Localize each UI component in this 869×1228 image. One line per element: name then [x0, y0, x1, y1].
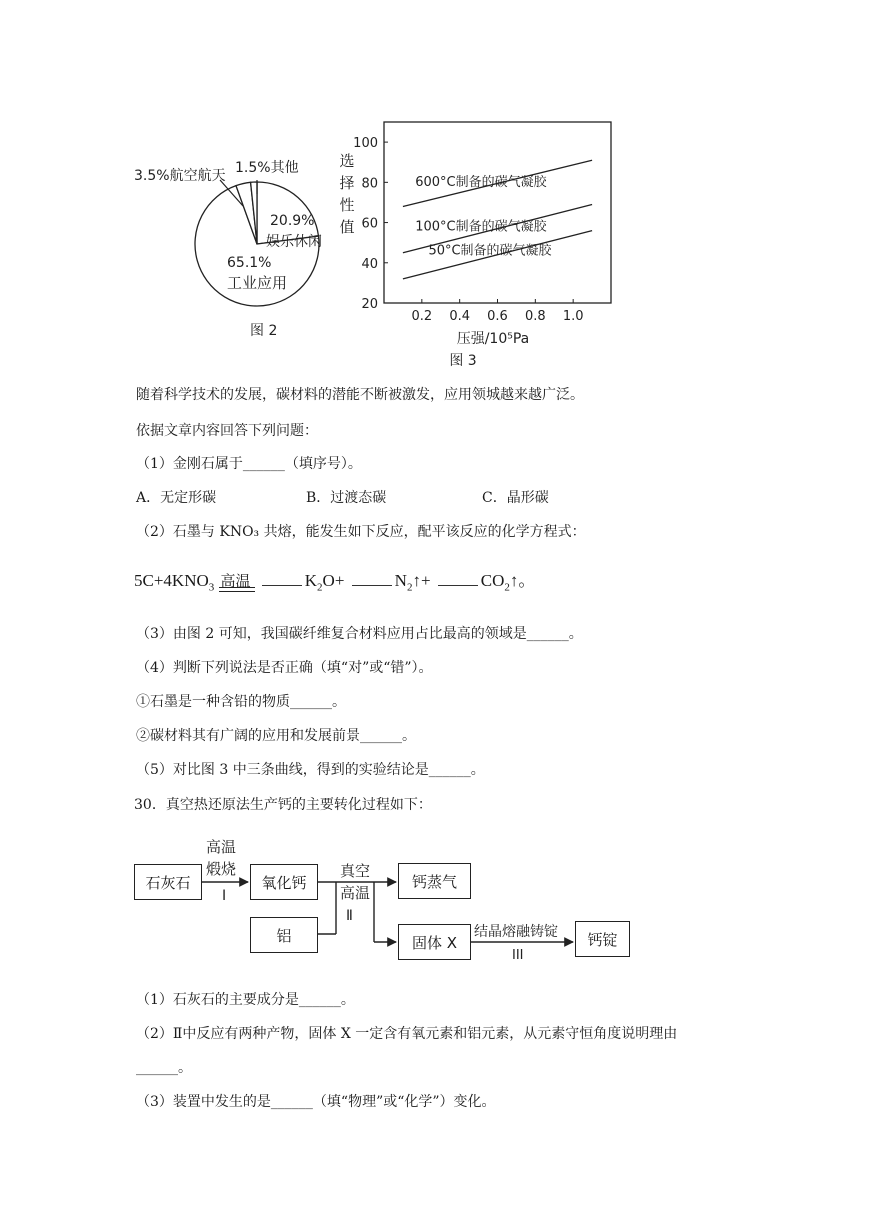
condition-label: 高温 — [220, 572, 251, 590]
step3-label: 结晶熔融铸锭 — [474, 924, 558, 940]
product-3: CO — [480, 571, 505, 590]
label-other: 1.5%其他 — [235, 160, 299, 176]
option-a: A．无定形碳 — [136, 490, 217, 506]
question-5: （5）对比图 3 中三条曲线，得到的实验结论是______。 — [136, 762, 485, 778]
label-entertainment-pct: 20.9% — [270, 213, 315, 229]
series-label-1: 100°C制备的碳气凝胶 — [415, 219, 547, 235]
x-tick-label-2: 0.6 — [487, 309, 508, 324]
product-1: K — [304, 571, 318, 590]
label-industry: 工业应用 — [227, 274, 288, 292]
box-solid-x: 固体 X — [398, 924, 471, 960]
y-tick-label-1: 40 — [361, 256, 378, 272]
y-label-char-1: 择 — [339, 174, 355, 192]
question-4b: ②碳材料其有广阔的应用和发展前景______。 — [136, 728, 416, 744]
series-labels — [415, 174, 552, 259]
blank-co2 — [438, 573, 478, 586]
blank-k2o — [262, 573, 302, 586]
question-4: （4）判断下列说法是否正确（填“对”或“错”）。 — [136, 660, 433, 676]
question-3: （3）由图 2 可知，我国碳纤维复合材料应用占比最高的领域是______。 — [136, 626, 583, 642]
x-axis-label: 压强/10⁵Pa — [456, 331, 530, 347]
product-1-sub: 2 — [317, 581, 323, 594]
question-30: 30．真空热还原法生产钙的主要转化过程如下： — [134, 797, 432, 813]
product-3-sub: 2 — [504, 581, 510, 594]
step2-label-b: 高温 — [340, 884, 371, 902]
plot-frame — [384, 122, 611, 303]
sub-question-3: （3）装置中发生的是______（填“物理”或“化学”）变化。 — [136, 1094, 496, 1110]
paragraph-instruction: 依据文章内容回答下列问题： — [136, 423, 318, 439]
y-tick-label-2: 60 — [361, 216, 378, 232]
step1-label-mid: 煅烧 — [206, 860, 237, 878]
y-tick-label-3: 80 — [361, 176, 378, 192]
step2-number: Ⅱ — [346, 908, 353, 924]
x-tick-label-1: 0.4 — [449, 309, 471, 324]
y-axis-label — [339, 152, 354, 236]
box-limestone: 石灰石 — [134, 864, 202, 900]
x-tick-label-4: 1.0 — [562, 309, 584, 324]
sub-question-2: （2）Ⅱ中反应有两种产物，固体 X 一定含有氧元素和铝元素，从元素守恒角度说明理由 — [136, 1026, 678, 1042]
y-label-char-3: 值 — [339, 218, 355, 236]
label-industry-pct: 65.1% — [227, 255, 272, 271]
label-aero: 3.5%航空航天 — [134, 168, 226, 184]
equation-lhs: 5C+4KNO — [134, 571, 209, 590]
box-calcium-ingot: 钙锭 — [575, 921, 630, 957]
step1-label-top: 高温 — [206, 838, 237, 856]
y-tick-label-0: 20 — [361, 297, 378, 312]
option-c: C．晶形碳 — [482, 490, 549, 506]
y-tick-label-4: 100 — [353, 136, 378, 152]
question-1: （1）金刚石属于______（填序号）。 — [136, 456, 362, 472]
equation-lhs-sub: 3 — [208, 581, 215, 594]
product-1-tail: O+ — [322, 571, 345, 590]
sub-question-1: （1）石灰石的主要成分是______。 — [136, 992, 355, 1008]
product-2-tail: ↑+ — [412, 571, 431, 590]
box-aluminum: 铝 — [250, 917, 318, 953]
product-3-tail: ↑。 — [509, 571, 536, 590]
step2-label-a: 真空 — [340, 862, 371, 880]
series-label-2: 50°C制备的碳气凝胶 — [428, 243, 552, 259]
sub-question-2-blank: ______。 — [136, 1060, 192, 1076]
box-calcium-vapor: 钙蒸气 — [398, 863, 471, 899]
x-tick-label-0: 0.2 — [411, 309, 433, 324]
fig3-caption: 图 3 — [449, 353, 477, 369]
step3-number: III — [512, 948, 524, 963]
fig2-pie-chart — [130, 150, 340, 340]
chemical-equation — [134, 566, 535, 593]
question-4a: ①石墨是一种含铅的物质______。 — [136, 694, 346, 710]
fig3-line-chart — [330, 115, 620, 375]
option-b: B．过渡态碳 — [306, 490, 387, 506]
series-label-0: 600°C制备的碳气凝胶 — [415, 174, 547, 190]
question-2: （2）石墨与 KNO₃ 共熔，能发生如下反应，配平该反应的化学方程式： — [136, 524, 586, 540]
product-2-sub: 2 — [406, 581, 413, 594]
x-tick-label-3: 0.8 — [524, 309, 546, 324]
paragraph-intro: 随着科学技术的发展，碳材料的潜能不断被激发，应用领城越来越广泛。 — [136, 387, 584, 403]
label-entertainment: 娱乐休闲 — [266, 234, 322, 250]
y-label-char-2: 性 — [339, 196, 355, 214]
flow-arrows — [0, 830, 869, 980]
box-calcium-oxide: 氧化钙 — [250, 864, 318, 900]
blank-n2 — [352, 573, 392, 586]
step1-number: I — [222, 888, 227, 904]
equals-lines — [219, 587, 255, 592]
product-2: N — [394, 571, 407, 590]
y-label-char-0: 选 — [339, 152, 355, 170]
fig2-caption: 图 2 — [250, 323, 278, 339]
